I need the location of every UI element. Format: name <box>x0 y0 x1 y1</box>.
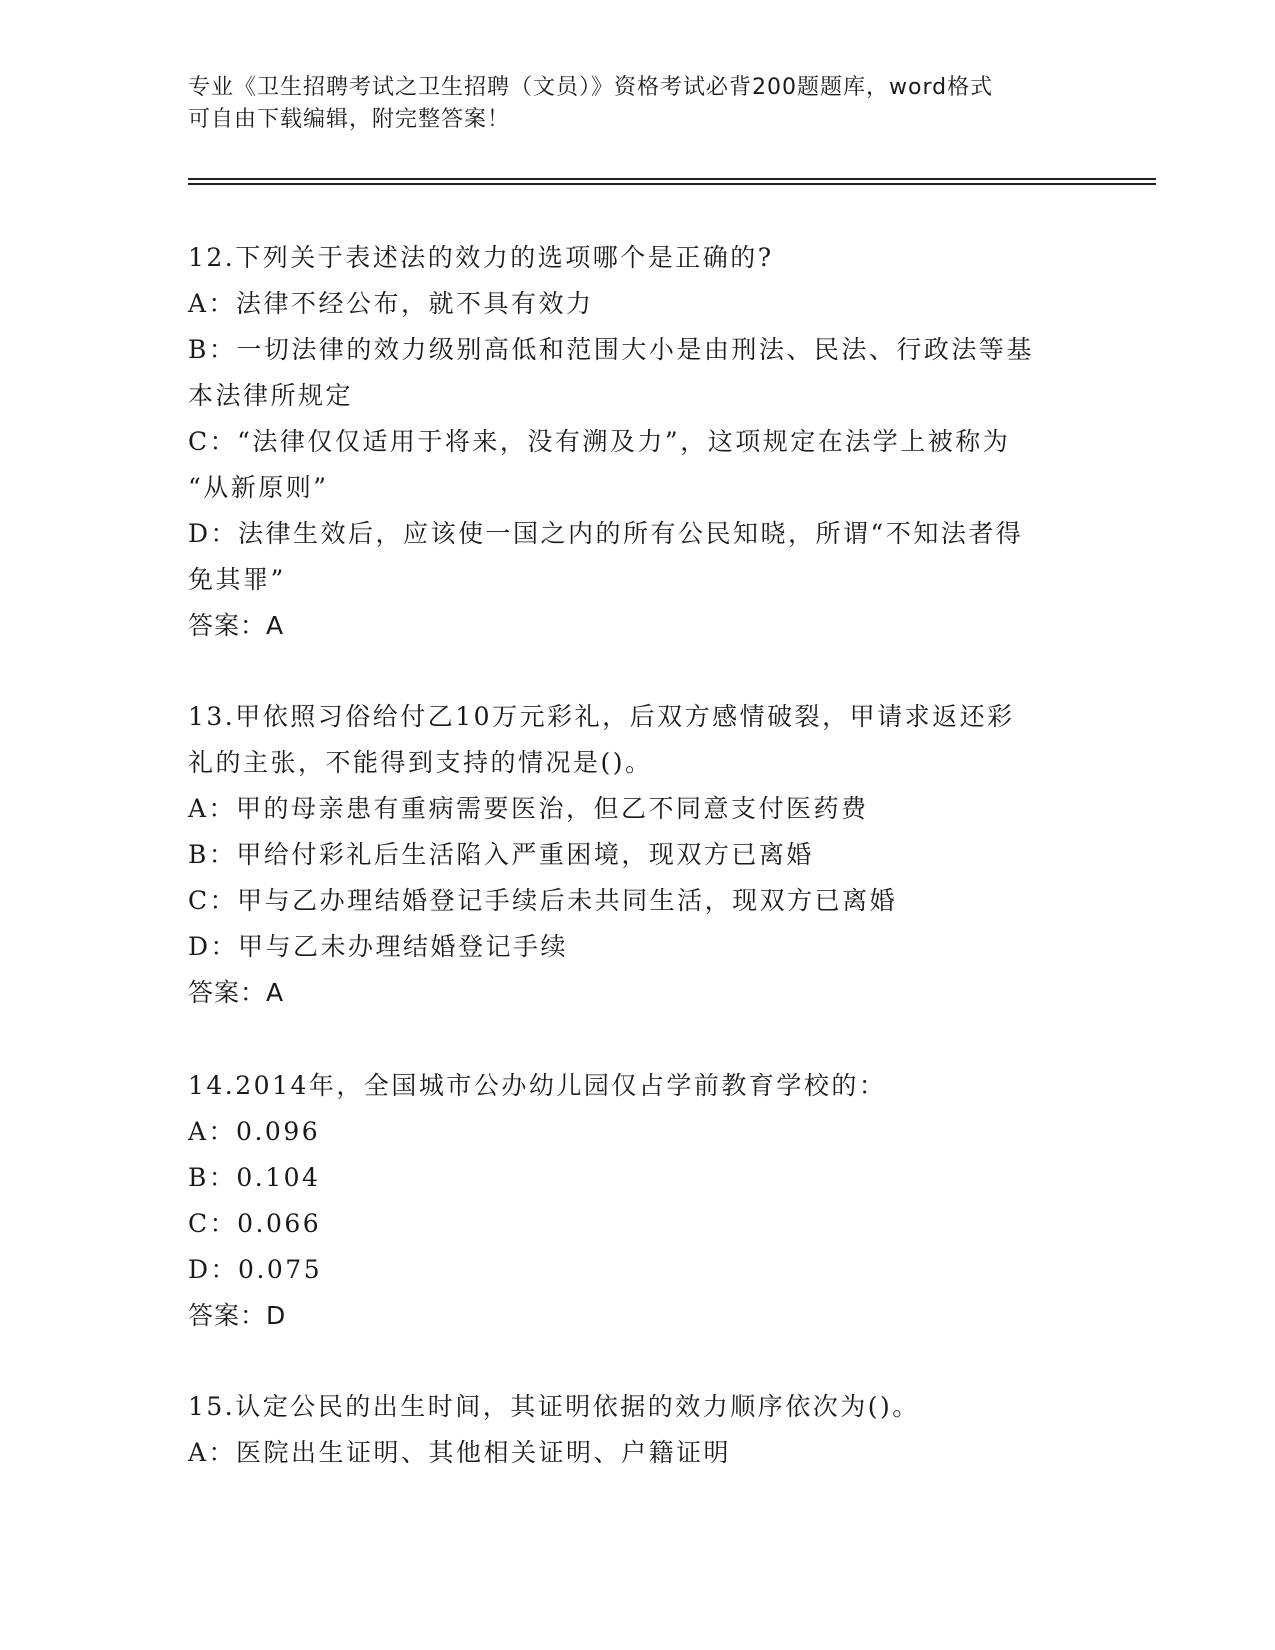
option-a: A：0.096 <box>188 1117 321 1146</box>
option-a: A：甲的母亲患有重病需要医治，但乙不同意支付医药费 <box>188 794 869 823</box>
option-a: A：医院出生证明、其他相关证明、户籍证明 <box>188 1438 732 1467</box>
header-line-2: 可自由下载编辑，附完整答案！ <box>188 107 511 132</box>
answer: 答案：A <box>188 978 285 1007</box>
document-header <box>188 72 1088 136</box>
answer: 答案：A <box>188 611 285 640</box>
option-d: D：法律生效后，应该使一国之内的所有公民知晓，所谓“不知法者得 <box>188 519 1024 548</box>
answer: 答案：D <box>188 1301 287 1330</box>
option-b-continued: 本法律所规定 <box>188 381 354 410</box>
option-b: B：一切法律的效力级别高低和范围大小是由刑法、民法、行政法等基 <box>188 335 1034 364</box>
header-divider-bottom <box>188 183 1156 185</box>
header-divider-top <box>188 178 1156 180</box>
option-b: B：甲给付彩礼后生活陷入严重困境，现双方已离婚 <box>188 840 814 869</box>
question-13 <box>188 694 1088 1016</box>
question-15 <box>188 1384 1088 1476</box>
option-c-continued: “从新原则” <box>188 473 329 502</box>
option-b: B：0.104 <box>188 1163 321 1192</box>
option-a: A：法律不经公布，就不具有效力 <box>188 289 594 318</box>
question-stem: 15.认定公民的出生时间，其证明依据的效力顺序依次为()。 <box>188 1392 920 1421</box>
question-stem: 13.甲依照习俗给付乙10万元彩礼，后双方感情破裂，甲请求返还彩 <box>188 702 1015 731</box>
question-12 <box>188 235 1088 649</box>
question-stem-continued: 礼的主张，不能得到支持的情况是()。 <box>188 748 653 777</box>
option-c: C：0.066 <box>188 1209 322 1238</box>
option-d: D：甲与乙未办理结婚登记手续 <box>188 932 569 961</box>
option-c: C：甲与乙办理结婚登记手续后未共同生活，现双方已离婚 <box>188 886 898 915</box>
option-d-continued: 免其罪” <box>188 565 286 594</box>
question-stem: 14.2014年，全国城市公办幼儿园仅占学前教育学校的： <box>188 1071 887 1100</box>
question-14 <box>188 1063 1088 1339</box>
option-d: D：0.075 <box>188 1255 323 1284</box>
option-c: C：“法律仅仅适用于将来，没有溯及力”，这项规定在法学上被称为 <box>188 427 1011 456</box>
question-stem: 12.下列关于表述法的效力的选项哪个是正确的? <box>188 243 774 272</box>
header-line-1: 专业《卫生招聘考试之卫生招聘（文员）》资格考试必背200题题库，word格式 <box>188 75 994 100</box>
